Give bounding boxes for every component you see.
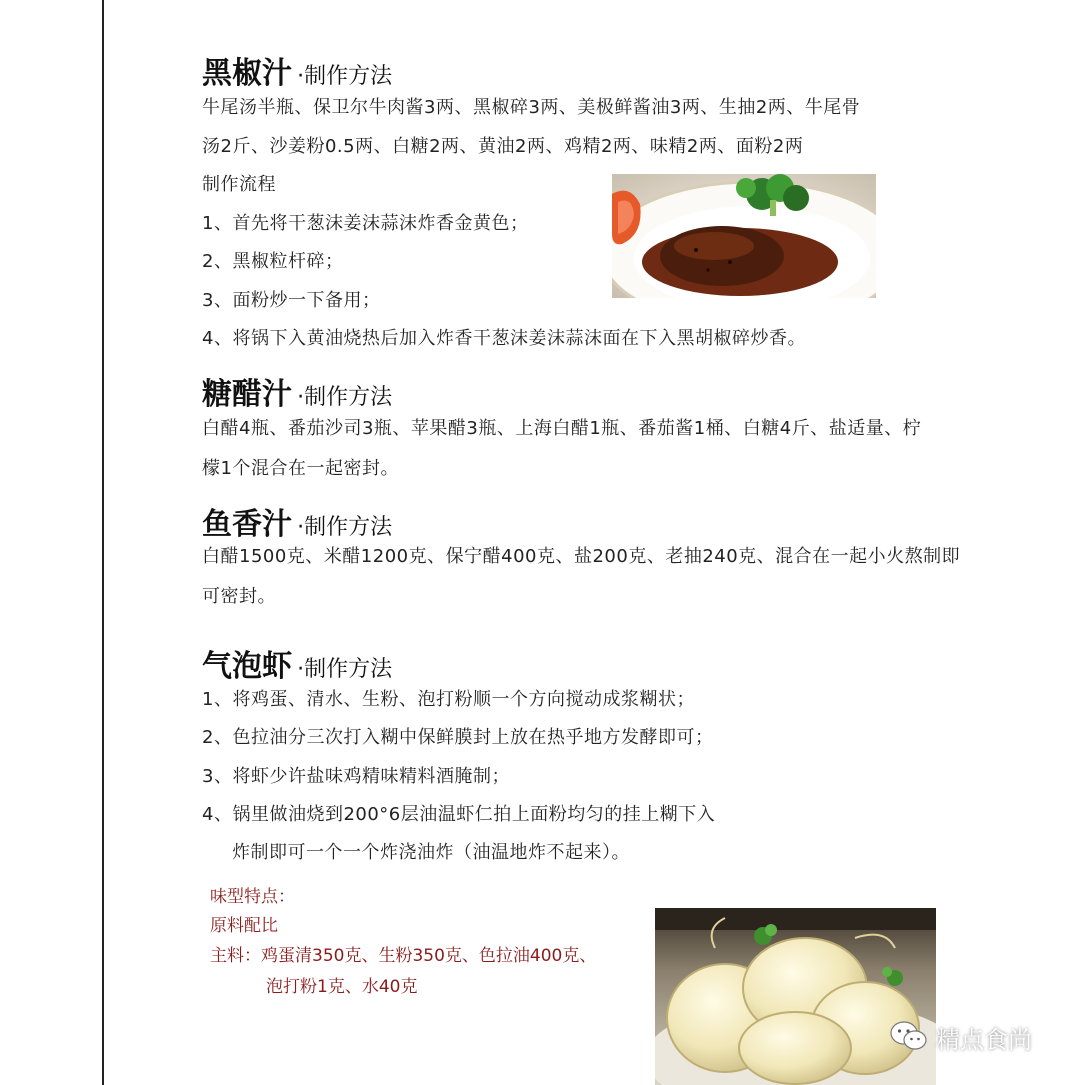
- step-line: 4、将锅下入黄油烧热后加入炸香干葱沫姜沫蒜沫面在下入黑胡椒碎炒香。: [202, 328, 806, 349]
- section-subtitle: ·制作方法: [297, 385, 393, 410]
- section-title: 气泡虾: [202, 649, 292, 684]
- step-line: 3、面粉炒一下备用；: [202, 290, 381, 311]
- note-line: 主料：鸡蛋清350克、生粉350克、色拉油400克、: [210, 946, 597, 966]
- section-title: 糖醋汁: [202, 377, 292, 412]
- step-line: 1、将鸡蛋、清水、生粉、泡打粉顺一个方向搅动成浆糊状；: [202, 689, 695, 710]
- step-line: 4、锅里做油烧到200°6层油温虾仁拍上面粉均匀的挂上糊下入: [202, 804, 716, 825]
- bubble-shrimp-photo: [655, 908, 936, 1085]
- section-subtitle: ·制作方法: [297, 657, 393, 682]
- black-pepper-steak-photo: [612, 174, 876, 298]
- section-title: 黑椒汁: [202, 56, 292, 91]
- note-line: 泡打粉1克、水40克: [266, 977, 418, 997]
- section-heading: [202, 48, 392, 92]
- left-margin-rule: [102, 0, 104, 1085]
- watermark-text: 精点食尚: [936, 1026, 1032, 1054]
- ingredients-line: 牛尾汤半瓶、保卫尔牛肉酱3两、黑椒碎3两、美极鲜酱油3两、生抽2两、牛尾骨: [202, 97, 861, 118]
- step-line: 2、色拉油分三次打入糊中保鲜膜封上放在热乎地方发酵即可；: [202, 727, 714, 748]
- text-line: 可密封。: [202, 586, 276, 607]
- watermark: [890, 1020, 1032, 1055]
- text-line: 檬1个混合在一起密封。: [202, 458, 399, 479]
- step-line: 1、首先将干葱沫姜沫蒜沫炸香金黄色；: [202, 213, 529, 234]
- process-label: 制作流程: [202, 174, 276, 195]
- step-line: 3、将虾少许盐味鸡精味精料酒腌制；: [202, 766, 510, 787]
- section-heading: [202, 369, 392, 413]
- wechat-icon: [890, 1021, 928, 1055]
- section-heading: [202, 641, 392, 685]
- ingredients-line: 汤2斤、沙姜粉0.5两、白糖2两、黄油2两、鸡精2两、味精2两、面粉2两: [202, 136, 804, 157]
- section-heading: [202, 499, 392, 543]
- section-subtitle: ·制作方法: [297, 515, 393, 540]
- note-line: 原料配比: [210, 916, 278, 936]
- section-title: 鱼香汁: [202, 507, 292, 542]
- text-line: 白醋1500克、米醋1200克、保宁醋400克、盐200克、老抽240克、混合在一起小火熬制即: [202, 546, 961, 567]
- section-subtitle: ·制作方法: [297, 64, 393, 89]
- note-line: 味型特点：: [210, 887, 295, 907]
- step-line: 炸制即可一个一个炸浇油炸（油温地炸不起来）。: [232, 842, 630, 863]
- text-line: 白醋4瓶、番茄沙司3瓶、苹果醋3瓶、上海白醋1瓶、番茄酱1桶、白糖4斤、盐适量、柠: [202, 418, 922, 439]
- step-line: 2、黑椒粒杆碎；: [202, 251, 344, 272]
